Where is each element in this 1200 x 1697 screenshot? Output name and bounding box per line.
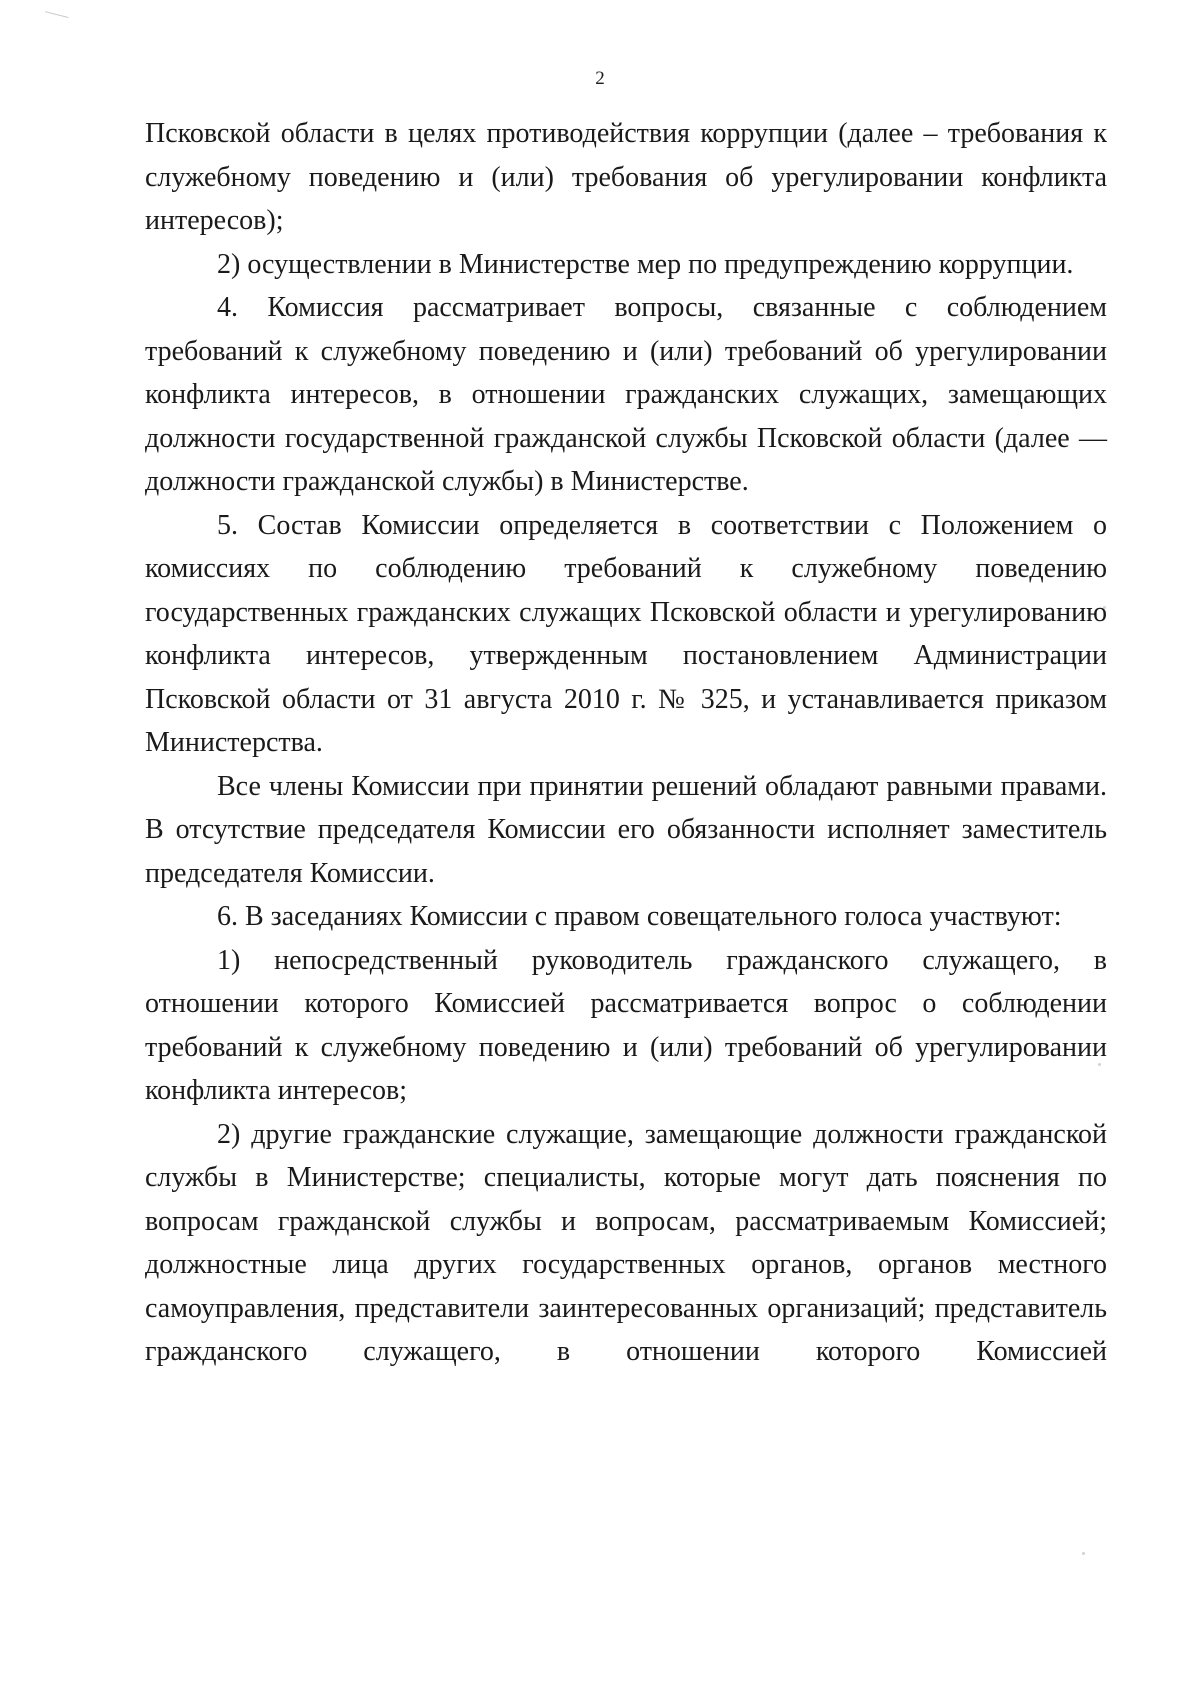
paragraph-section-6-item-1: 1) непосредственный руководитель гражданского служащего, в отношении которого Комиссией рассматривается вопрос о соблюдении требований к служебному поведению и (или) требований об урегулировании конфликта интересов; (145, 944, 1107, 1106)
page-number: 2 (595, 68, 605, 89)
document-body (145, 112, 1107, 1374)
scan-artifact (1082, 1552, 1085, 1555)
paragraph-section-6-item-2: 2) другие гражданские служащие, замещающие должности гражданской службы в Министерстве; специалисты, которые могут дать пояснения по вопросам гражданской службы и вопросам, рассматриваемым Комиссией; должностные лица других государственных органов, органов местного самоуправления, представители заинтересованных организаций; представитель гражданского служащего, в отношении которого Комиссией (145, 1118, 1107, 1367)
paragraph-section-4: 4. Комиссия рассматривает вопросы, связанные с соблюдением требований к служебному поведению и (или) требований об урегулировании конфликта интересов, в отношении гражданских служащих, замещающих должности государственной гражданской службы Псковской области (далее — должности гражданской службы) в Министерстве. (145, 292, 1107, 497)
paragraph-item-2: 2) осуществлении в Министерстве мер по предупреждению коррупции. (217, 248, 1074, 280)
paragraph-continuation: Псковской области в целях противодействия коррупции (далее – требования к служебному поведению и (или) требования об урегулировании конфликта интересов); (145, 118, 1107, 236)
scan-artifact (44, 11, 69, 24)
paragraph-section-5: 5. Состав Комиссии определяется в соответствии с Положением о комиссиях по соблюдению требований к служебному поведению государственных гражданских служащих Псковской области и урегулированию конфликта интересов, утвержденным постановлением Администрации Псковской области от 31 августа 2010 г. № 325, и устанавливается приказом Министерства. (145, 509, 1107, 758)
paragraph-section-6: 6. В заседаниях Комиссии с правом совещательного голоса участвуют: (217, 901, 1062, 932)
paragraph-members-rights: Все члены Комиссии при принятии решений обладают равными правами. В отсутствие председателя Комиссии его обязанности исполняет заместитель председателя Комиссии. (145, 770, 1107, 889)
